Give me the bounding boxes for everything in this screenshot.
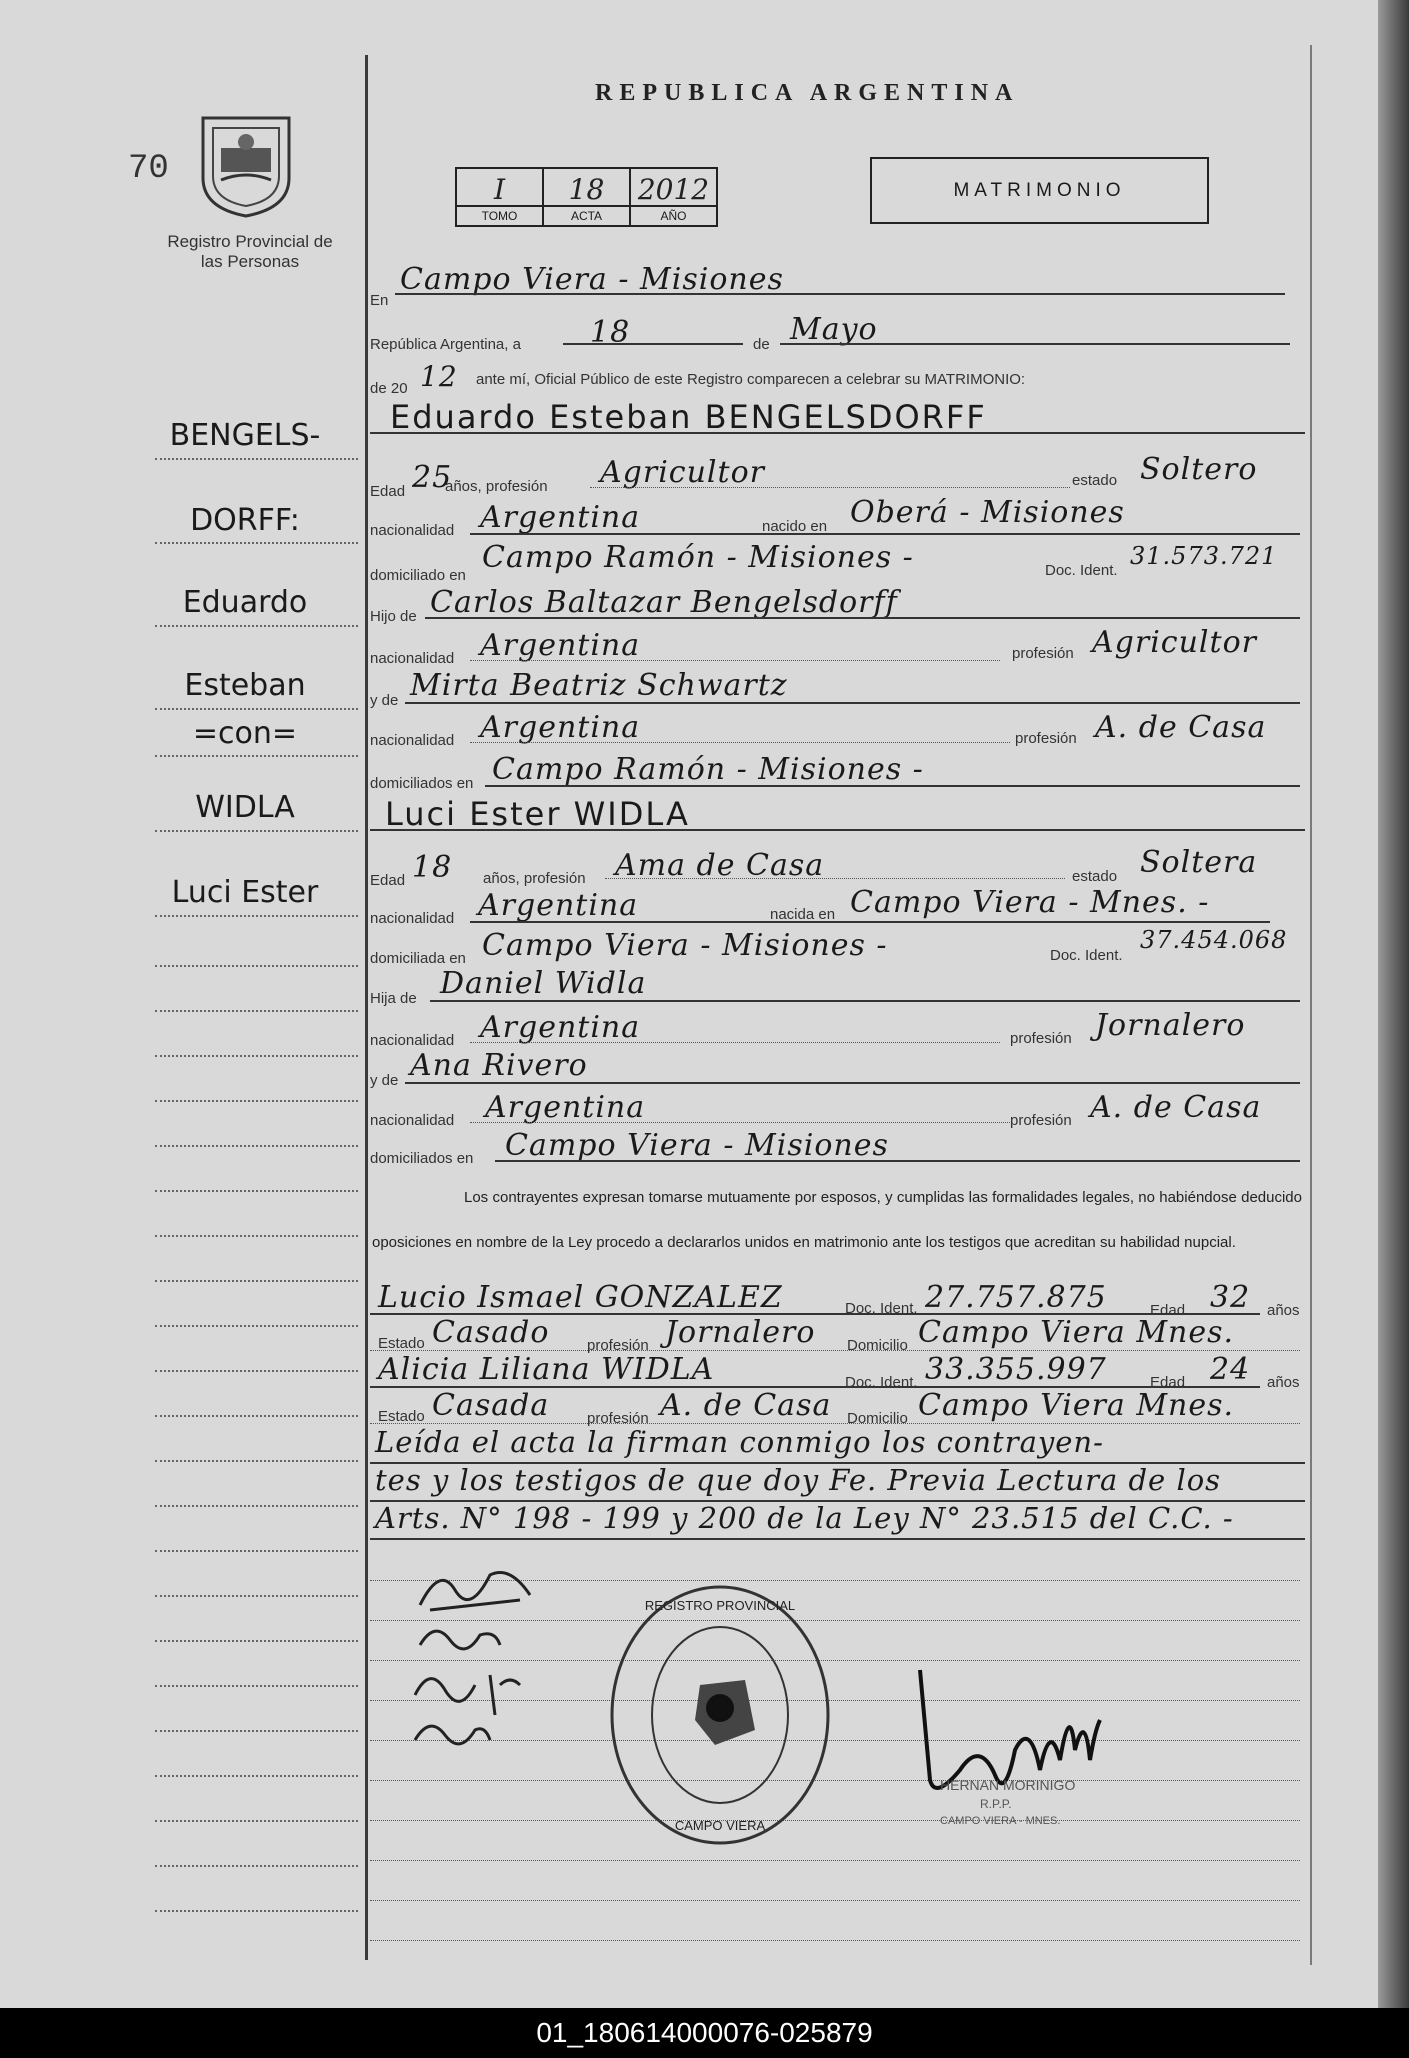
groom-birthplace: Oberá - Misiones <box>850 495 1125 530</box>
label-nacionalidad: nacionalidad <box>370 650 455 667</box>
label-y-de: y de <box>370 692 399 709</box>
fill-line <box>370 829 1305 831</box>
right-border <box>1310 45 1312 1965</box>
record-type: MATRIMONIO <box>870 157 1209 224</box>
margin-bride-surname: WIDLA <box>195 790 295 825</box>
document-id-footer: 01_180614000076-025879 <box>0 2008 1409 2058</box>
groom-name: Eduardo Esteban BENGELSDORFF <box>390 398 987 436</box>
margin-line <box>155 1910 358 1912</box>
groom-mother-nationality: Argentina <box>480 710 641 745</box>
closing-line-2: tes y los testigos de que doy Fe. Previa Lectura de los <box>375 1463 1222 1497</box>
fill-line <box>470 1122 1010 1123</box>
svg-text:CAMPO VIERA - MNES.: CAMPO VIERA - MNES. <box>940 1815 1061 1827</box>
label-edad: Edad <box>370 483 406 500</box>
fill-line <box>563 343 743 345</box>
svg-text:CAMPO VIERA: CAMPO VIERA <box>674 1818 766 1833</box>
groom-mother-profession: A. de Casa <box>1095 710 1267 745</box>
ruled-line <box>370 1940 1300 1941</box>
anio-value: 2012 <box>637 173 710 206</box>
label-nacida-en: nacida en <box>770 906 836 923</box>
label-nacido-en: nacido en <box>762 518 828 535</box>
label-hija-de: Hija de <box>370 990 417 1007</box>
acta-label: ACTA <box>544 205 629 225</box>
label-profesion-w: profesión <box>587 1337 649 1354</box>
groom-doc: 31.573.721 <box>1130 542 1278 570</box>
witness-2-domicile: Campo Viera Mnes. <box>918 1388 1235 1423</box>
fill-line <box>605 878 1065 879</box>
groom-profession: Agricultor <box>600 455 765 490</box>
label-domiciliados-en: domiciliados en <box>370 775 474 792</box>
fill-line <box>495 1160 1300 1162</box>
margin-line <box>155 1595 358 1597</box>
margin-line <box>155 965 358 967</box>
label-anios: años <box>1267 1374 1300 1391</box>
bride-father-nationality: Argentina <box>480 1010 641 1045</box>
label-nacionalidad: nacionalidad <box>370 910 455 927</box>
label-nacionalidad: nacionalidad <box>370 1112 455 1129</box>
margin-line <box>155 1730 358 1732</box>
groom-parents-address: Campo Ramón - Misiones - <box>492 752 924 787</box>
label-estado-w: Estado <box>378 1335 425 1352</box>
witness-2-status: Casada <box>432 1388 550 1423</box>
groom-status: Soltero <box>1140 452 1258 487</box>
witness-1-status: Casado <box>432 1315 550 1350</box>
witness-1-doc: 27.757.875 <box>925 1280 1107 1315</box>
bride-birthplace: Campo Viera - Mnes. - <box>850 885 1210 920</box>
provincial-seal-icon <box>195 108 297 218</box>
label-doc-ident: Doc. Ident. <box>1045 562 1118 579</box>
fill-line <box>470 533 1300 535</box>
label-estado-w: Estado <box>378 1408 425 1425</box>
declaration-text: Los contrayentes expresan tomarse mutuamente por esposos, y cumplidas las formalidades legales, no habiéndose deducido oposiciones en nombre de la Ley procedo a declararlos unidos en matrimonio ante los testigos que acreditan su habilidad nupcial. <box>372 1189 1302 1251</box>
closing-line-1: Leída el acta la firman conmigo los contrayen- <box>375 1425 1104 1459</box>
label-republica: República Argentina, a <box>370 336 521 353</box>
fill-line <box>780 343 1290 345</box>
margin-line <box>155 1775 358 1777</box>
label-domiciliados-en: domiciliados en <box>370 1150 474 1167</box>
label-nacionalidad: nacionalidad <box>370 1032 455 1049</box>
margin-line <box>155 1280 358 1282</box>
label-nacionalidad: nacionalidad <box>370 732 455 749</box>
label-y-de: y de <box>370 1072 399 1089</box>
fill-line <box>470 660 1000 661</box>
svg-text:REGISTRO PROVINCIAL: REGISTRO PROVINCIAL <box>644 1598 796 1613</box>
margin-bride-firstname: Luci Ester <box>171 875 319 910</box>
margin-line <box>155 755 358 757</box>
label-domiciliado-en: domiciliado en <box>370 567 466 584</box>
groom-nationality: Argentina <box>480 500 641 535</box>
margin-line <box>155 1190 358 1192</box>
margin-line <box>155 1640 358 1642</box>
fill-line <box>470 742 1010 743</box>
groom-mother: Mirta Beatriz Schwartz <box>410 668 788 703</box>
fill-line <box>370 1350 1300 1351</box>
label-profesion: profesión <box>1010 1030 1072 1047</box>
closing-line-3: Arts. N° 198 - 199 y 200 de la Ley N° 23.515 del C.C. - <box>375 1501 1234 1535</box>
margin-line <box>155 625 358 627</box>
label-doc-ident-w: Doc. Ident. <box>845 1374 918 1391</box>
witness-1-name: Lucio Ismael GONZALEZ <box>378 1280 783 1315</box>
witness-1-age: 32 <box>1210 1280 1251 1315</box>
margin-line <box>155 1370 358 1372</box>
groom-father-profession: Agricultor <box>1092 625 1257 660</box>
ruled-line <box>370 1820 1300 1821</box>
witness-2-age: 24 <box>1210 1352 1251 1387</box>
groom-age: 25 <box>412 460 453 495</box>
label-estado: estado <box>1072 868 1118 885</box>
label-edad-w: Edad <box>1150 1302 1186 1319</box>
margin-line <box>155 1865 358 1867</box>
label-doc-ident-w: Doc. Ident. <box>845 1300 918 1317</box>
bride-mother: Ana Rivero <box>410 1048 588 1083</box>
margin-line <box>155 1235 358 1237</box>
record-reference-box <box>455 167 718 227</box>
margin-surname-2: DORFF: <box>190 503 300 538</box>
anio-label: AÑO <box>631 205 716 225</box>
margin-line <box>155 542 358 544</box>
acta-cell <box>544 169 631 225</box>
witness-1-profession: Jornalero <box>665 1315 816 1350</box>
intro-text: ante mí, Oficial Público de este Registro comparecen a celebrar su MATRIMONIO: <box>476 371 1026 388</box>
svg-text:R.P.P.: R.P.P. <box>980 1797 1012 1811</box>
marriage-year: 12 <box>420 360 458 393</box>
svg-text:HERNAN MORINIGO: HERNAN MORINIGO <box>940 1777 1076 1793</box>
margin-line <box>155 915 358 917</box>
fill-line <box>370 432 1305 434</box>
bride-father: Daniel Widla <box>440 966 647 1001</box>
margin-divider <box>365 55 368 1960</box>
label-doc-ident: Doc. Ident. <box>1050 947 1123 964</box>
label-edad: Edad <box>370 872 406 889</box>
margin-connector: =con= <box>192 716 298 751</box>
margin-line <box>155 1820 358 1822</box>
label-en: En <box>370 292 389 309</box>
page-edge <box>1378 0 1409 2008</box>
label-domicilio: Domicilio <box>847 1410 908 1427</box>
label-hijo-de: Hijo de <box>370 608 417 625</box>
margin-line <box>155 1415 358 1417</box>
fill-line <box>395 293 1285 295</box>
signatures-icon <box>400 1545 570 1765</box>
margin-line <box>155 1325 358 1327</box>
registry-label: Registro Provincial de las Personas <box>167 232 333 271</box>
fill-line <box>430 1000 1300 1002</box>
bride-age: 18 <box>412 850 453 885</box>
bride-parents-address: Campo Viera - Misiones <box>505 1128 889 1163</box>
witness-1-domicile: Campo Viera Mnes. <box>918 1315 1235 1350</box>
tomo-label: TOMO <box>457 205 542 225</box>
bride-mother-profession: A. de Casa <box>1090 1090 1262 1125</box>
tomo-value: I <box>493 173 506 206</box>
witness-2-name: Alicia Liliana WIDLA <box>378 1352 715 1387</box>
bride-status: Soltera <box>1140 845 1258 880</box>
label-estado: estado <box>1072 472 1118 489</box>
groom-father: Carlos Baltazar Bengelsdorff <box>430 585 898 620</box>
page-number: 70 <box>128 150 169 188</box>
bride-name: Luci Ester WIDLA <box>385 795 690 833</box>
groom-father-nationality: Argentina <box>480 628 641 663</box>
witness-2-profession: A. de Casa <box>660 1388 832 1423</box>
label-de-20: de 20 <box>370 380 408 397</box>
fill-line <box>405 702 1300 704</box>
label-anios-profesion: años, profesión <box>483 870 586 887</box>
ruled-line <box>370 1900 1300 1901</box>
label-profesion: profesión <box>1015 730 1077 747</box>
label-nacionalidad: nacionalidad <box>370 522 455 539</box>
fill-line <box>425 617 1300 619</box>
label-domicilio: Domicilio <box>847 1337 908 1354</box>
label-profesion-w: profesión <box>587 1410 649 1427</box>
margin-line <box>155 1685 358 1687</box>
margin-line <box>155 830 358 832</box>
label-anios: años <box>1267 1302 1300 1319</box>
fill-line <box>485 785 1300 787</box>
bride-mother-nationality: Argentina <box>485 1090 646 1125</box>
fill-line <box>470 921 1270 923</box>
margin-line <box>155 708 358 710</box>
marriage-day: 18 <box>590 315 631 350</box>
label-profesion: profesión <box>1010 1112 1072 1129</box>
margin-firstname-2: Esteban <box>184 668 306 703</box>
margin-surname-1: BENGELS- <box>169 418 321 453</box>
ruled-line <box>370 1860 1300 1861</box>
bride-nationality: Argentina <box>478 888 639 923</box>
label-de: de <box>753 336 770 353</box>
document-header: REPUBLICA ARGENTINA <box>595 80 1020 106</box>
margin-line <box>155 1100 358 1102</box>
officer-signature-icon <box>900 1660 1150 1830</box>
acta-value: 18 <box>568 173 605 206</box>
margin-line <box>155 1010 358 1012</box>
registry-stamp-icon <box>605 1580 835 1850</box>
bride-father-profession: Jornalero <box>1095 1008 1246 1043</box>
fill-line <box>470 1042 1000 1043</box>
margin-line <box>155 1505 358 1507</box>
bride-address: Campo Viera - Misiones - <box>482 928 888 963</box>
witness-2-doc: 33.355.997 <box>925 1352 1107 1387</box>
margin-line <box>155 1550 358 1552</box>
bride-profession: Ama de Casa <box>615 848 825 883</box>
fill-line <box>370 1538 1305 1540</box>
label-domiciliada-en: domiciliada en <box>370 950 466 967</box>
label-profesion: profesión <box>1012 645 1074 662</box>
marriage-place: Campo Viera - Misiones <box>400 262 784 297</box>
tomo-cell <box>457 169 544 225</box>
groom-address: Campo Ramón - Misiones - <box>482 540 914 575</box>
bride-doc: 37.454.068 <box>1140 926 1288 954</box>
margin-line <box>155 1055 358 1057</box>
label-anios-profesion: años, profesión <box>445 478 548 495</box>
margin-line <box>155 1145 358 1147</box>
anio-cell <box>631 169 716 225</box>
marriage-month: Mayo <box>790 312 878 347</box>
margin-firstname-1: Eduardo <box>182 585 308 620</box>
fill-line <box>370 1423 1300 1424</box>
margin-line <box>155 1460 358 1462</box>
ruled-line <box>370 1780 1300 1781</box>
fill-line <box>405 1082 1300 1084</box>
margin-line <box>155 458 358 460</box>
fill-line <box>590 487 1070 488</box>
label-edad-w: Edad <box>1150 1374 1186 1391</box>
